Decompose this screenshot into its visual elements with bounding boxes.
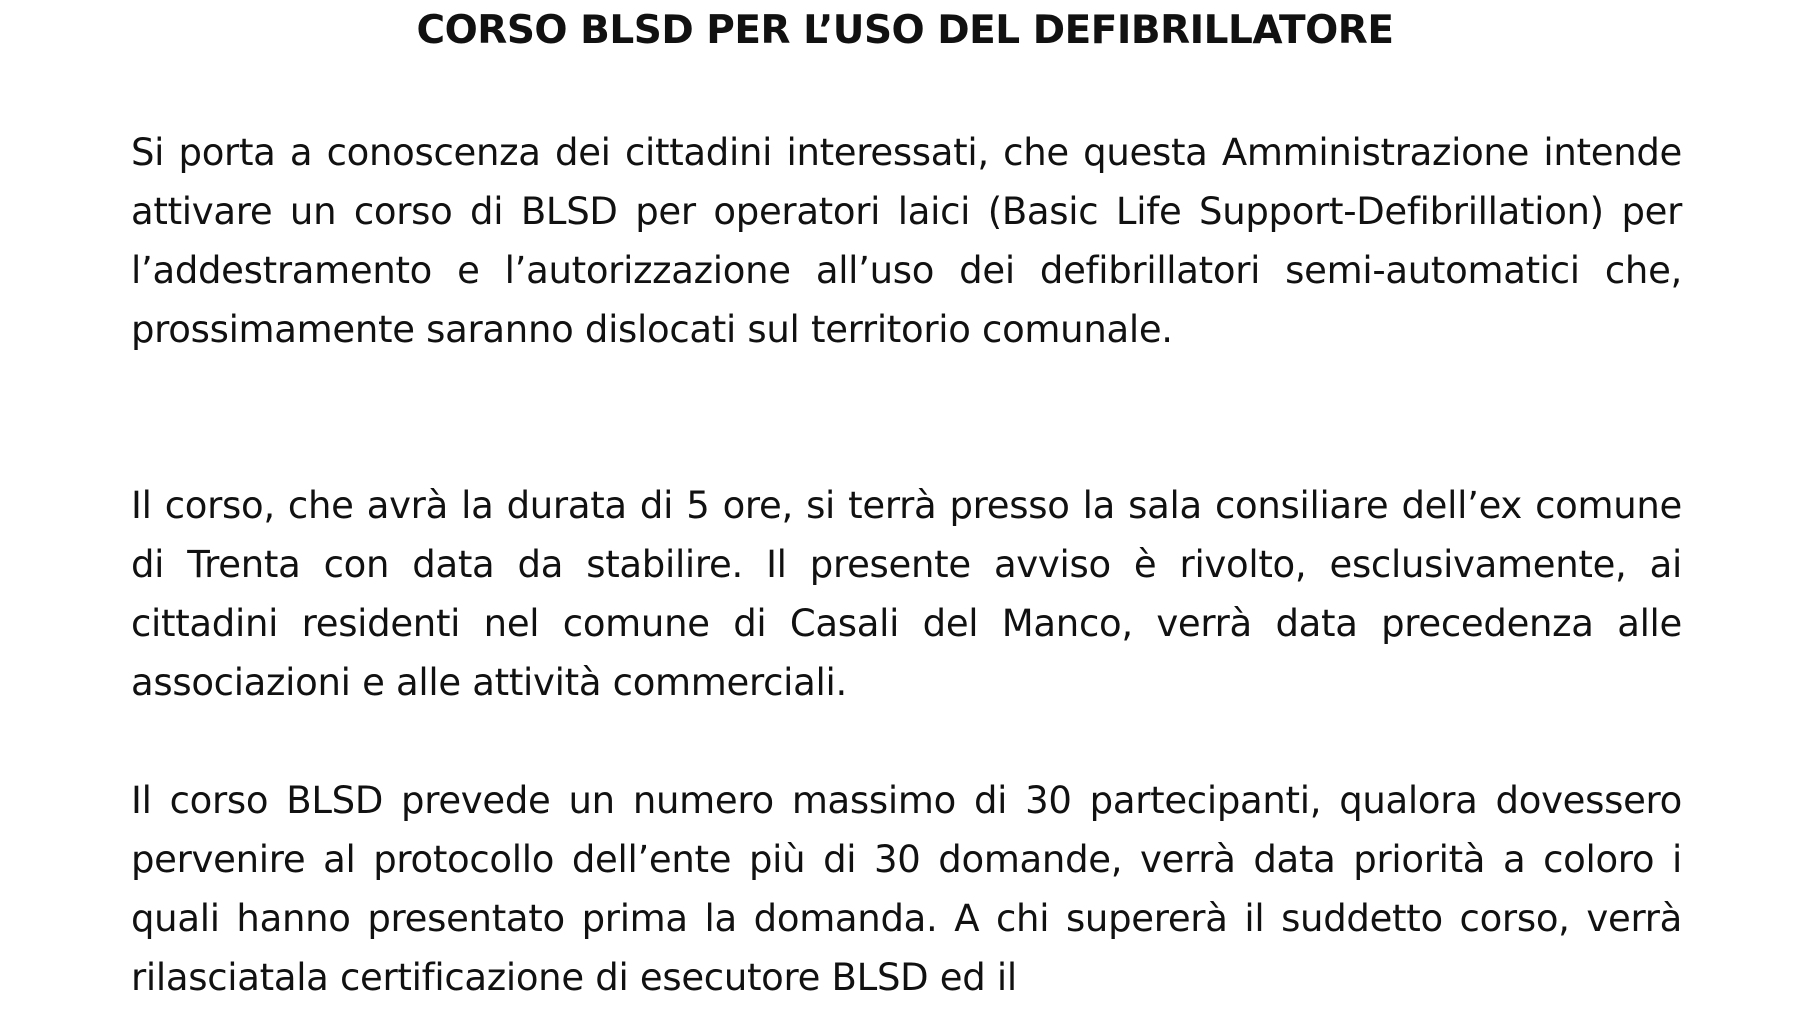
paragraph-intro: Si porta a conoscenza dei cittadini interessati, che questa Amministrazione intende attivare un corso di BLSD per operatori laici (Basic Life Support-Defibrillation) per l’addestramento e l’autorizzazione all’uso dei defibrillatori semi-automatici che, prossimamente saranno dislocati sul territorio comunale. bbox=[131, 131, 1682, 351]
document-title: CORSO BLSD PER L’USO DEL DEFIBRILLATORE bbox=[416, 8, 1394, 53]
paragraph-participants: Il corso BLSD prevede un numero massimo di 30 partecipanti, qualora dovessero pervenire al protocollo dell’ente più di 30 domande, verrà data priorità a coloro i quali hanno presentato prima la domanda. A chi supererà il suddetto corso, verrà rilasciatala certificazione di esecutore BLSD ed il bbox=[131, 779, 1682, 999]
paragraph-course-details: Il corso, che avrà la durata di 5 ore, si terrà presso la sala consiliare dell’ex comune di Trenta con data da stabilire. Il presente avviso è rivolto, esclusivamente, ai cittadini residenti nel comune di Casali del Manco, verrà data precedenza alle associazioni e alle attività commerciali. bbox=[131, 484, 1682, 704]
